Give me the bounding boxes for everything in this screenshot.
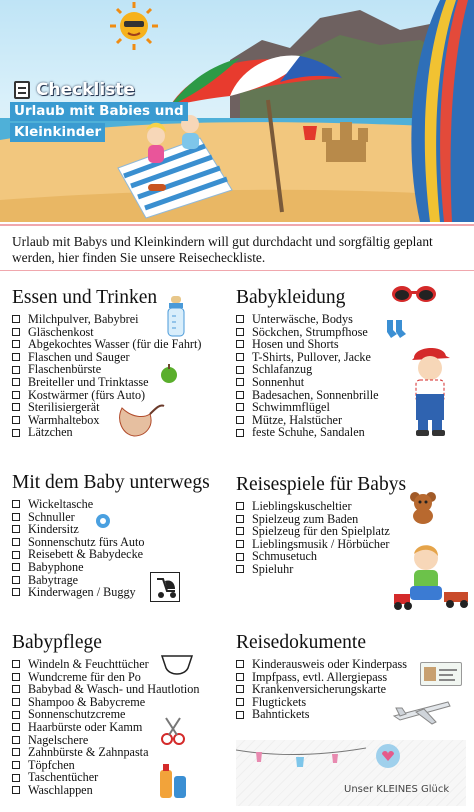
checklist-item-label: Schwimmflügel [252, 400, 330, 415]
child-playing-icon [386, 540, 472, 612]
section-title: Babykleidung [236, 287, 346, 308]
checkbox[interactable] [236, 540, 244, 548]
checkbox[interactable] [12, 353, 20, 361]
checklist [236, 658, 407, 721]
checklist-item-label: Shampoo & Babycreme [28, 694, 146, 709]
checkbox[interactable] [12, 551, 20, 559]
checklist-badge [14, 80, 135, 100]
stroller-icon [150, 572, 180, 602]
checklist-item[interactable] [236, 563, 406, 576]
checklist-item-label: Sonnenschutz fürs Auto [28, 534, 145, 549]
checklist-item-label: Lieblingsmusik / Hörbücher [252, 536, 390, 551]
checkbox[interactable] [236, 315, 244, 323]
checklist-item[interactable] [236, 525, 406, 538]
header-subtitle [10, 102, 188, 144]
checklist-item[interactable] [236, 401, 379, 414]
section-title: Mit dem Baby unterwegs [12, 472, 210, 493]
checklist-item-label: Töpfchen [28, 757, 75, 772]
checkbox[interactable] [12, 761, 20, 769]
checklist-item-label: Flaschenbürste [28, 362, 102, 377]
checkbox[interactable] [12, 660, 20, 668]
checkbox[interactable] [12, 748, 20, 756]
checkbox[interactable] [236, 391, 244, 399]
checklist-item-label: Kostwärmer (fürs Auto) [28, 387, 146, 402]
checklist-item[interactable] [12, 746, 199, 759]
checklist-item-label: Windeln & Feuchttücher [28, 657, 149, 671]
diaper-icon [160, 652, 194, 678]
checklist-item-label: Spielzeug zum Baden [252, 511, 359, 526]
checkbox[interactable] [236, 515, 244, 523]
checklist-item-label: Zahnbürste & Zahnpasta [28, 745, 149, 760]
section-mit-dem-baby-unterwegs [12, 472, 210, 599]
checklist-item[interactable] [236, 426, 379, 439]
divider-intro [0, 270, 474, 271]
checklist-item-label: Haarbürste oder Kamm [28, 719, 143, 734]
sun-icon [110, 2, 158, 50]
airplane-icon [392, 694, 452, 728]
checkbox[interactable] [236, 685, 244, 693]
checkbox[interactable] [12, 416, 20, 424]
checklist-item-label: Lieblingskuscheltier [252, 499, 352, 513]
checklist-item-label: Spielzeug für den Spielplatz [252, 524, 390, 539]
checklist-item-label: Mütze, Halstücher [252, 412, 343, 427]
checklist-item-label: Krankenversicherungskarte [252, 682, 387, 697]
checklist-item[interactable] [12, 498, 210, 511]
checkbox[interactable] [236, 429, 244, 437]
checklist-item-label: Breiteller und Trinktasse [28, 374, 149, 389]
checklist-item-label: Babybad & Wasch- und Hautlotion [28, 682, 200, 697]
checkbox[interactable] [12, 563, 20, 571]
checkbox[interactable] [236, 502, 244, 510]
checklist-item-label: Sonnenhut [252, 374, 305, 389]
checklist-icon [14, 81, 30, 99]
checkbox[interactable] [236, 366, 244, 374]
checklist-item-label: Reisebett & Babydecke [28, 547, 144, 562]
baby-lotion-icon [158, 760, 188, 800]
checklist-item[interactable] [236, 376, 379, 389]
checklist-item-label: Abgekochtes Wasser (für die Fahrt) [28, 337, 202, 352]
checkbox[interactable] [236, 565, 244, 573]
section-reisedokumente [236, 632, 407, 721]
checkbox[interactable] [12, 403, 20, 411]
checkbox[interactable] [12, 538, 20, 546]
section-title: Reisespiele für Babys [236, 474, 407, 495]
checklist-item-label: Sonnenschutzcreme [28, 707, 126, 722]
section-babykleidung [236, 287, 379, 439]
teddy-bear-icon [408, 490, 438, 524]
apple-icon [158, 362, 180, 384]
checkbox[interactable] [12, 786, 20, 794]
checklist-item-label: Milchpulver, Babybrei [28, 312, 139, 326]
id-card-icon [420, 662, 462, 686]
checklist-item-label: Waschlappen [28, 782, 93, 797]
checklist-item-label: Flugtickets [252, 694, 307, 709]
checkbox[interactable] [12, 340, 20, 348]
checklist-item-label: Warmhaltebox [28, 412, 100, 427]
header-subtitle-line1: Urlaub mit Babies und [10, 102, 188, 121]
checklist-item-label: Kinderausweis oder Kinderpass [252, 657, 408, 671]
section-title: Essen und Trinken [12, 287, 158, 308]
checkbox[interactable] [12, 685, 20, 693]
checkbox[interactable] [12, 378, 20, 386]
checkbox[interactable] [12, 391, 20, 399]
checkbox[interactable] [12, 774, 20, 782]
checklist-item-label: Schmusetuch [252, 549, 317, 564]
checklist-item-label: Sterilisiergerät [28, 400, 100, 415]
checkbox[interactable] [12, 525, 20, 533]
checklist-item-label: Hosen und Shorts [252, 337, 339, 352]
checkbox[interactable] [236, 711, 244, 719]
checklist-item-label: Kindersitz [28, 522, 79, 537]
checkbox[interactable] [236, 340, 244, 348]
checkbox[interactable] [12, 576, 20, 584]
checklist-item-label: Kinderwagen / Buggy [28, 585, 136, 600]
checklist-item-label: feste Schuhe, Sandalen [252, 425, 365, 440]
checklist-item-label: Gläschenkost [28, 324, 94, 339]
checkbox[interactable] [236, 328, 244, 336]
checkbox[interactable] [236, 698, 244, 706]
checkbox[interactable] [236, 527, 244, 535]
checklist-item-label: Bahntickets [252, 707, 310, 722]
logo-text: Unser KLEINES Glück [344, 784, 450, 795]
checklist-item-label: Nagelschere [28, 732, 89, 747]
checklist-item-label: Babytrage [28, 572, 79, 587]
checkbox[interactable] [236, 378, 244, 386]
checklist [236, 313, 379, 439]
checkbox[interactable] [12, 673, 20, 681]
badge-title: Checkliste [36, 80, 135, 100]
checklist-item[interactable] [12, 401, 201, 414]
checkbox[interactable] [236, 403, 244, 411]
sunglasses-icon [390, 282, 438, 306]
logo-area [236, 740, 466, 806]
checklist-item[interactable] [236, 708, 407, 721]
intro-text: Urlaub mit Babys und Kleinkindern will gut durchdacht und sorgfältig geplant werden, hier finden Sie unsere Reisecheckliste. [12, 234, 433, 265]
checklist-item-label: Wickeltasche [28, 497, 94, 511]
checklist-item-label: Badesachen, Sonnenbrille [252, 387, 379, 402]
checklist-item[interactable] [12, 426, 201, 439]
checklist-item-label: Babyphone [28, 559, 84, 574]
checklist-item[interactable] [12, 586, 210, 599]
section-title: Reisedokumente [236, 632, 366, 653]
header-illustration [0, 0, 474, 222]
checkbox[interactable] [236, 553, 244, 561]
checklist-item-label: Flaschen und Sauger [28, 349, 130, 364]
checklist-item-label: Taschentücher [28, 770, 99, 785]
checkbox[interactable] [12, 366, 20, 374]
section-reisespiele [236, 474, 406, 576]
checklist-item-label: Wundcreme für den Po [28, 669, 141, 684]
section-title: Babypflege [12, 632, 102, 653]
divider-top [0, 224, 474, 226]
baby-bottle-icon [164, 296, 190, 338]
checkbox[interactable] [236, 353, 244, 361]
checkbox[interactable] [236, 673, 244, 681]
checklist-item[interactable] [12, 683, 199, 696]
checkbox[interactable] [12, 500, 20, 508]
checkbox[interactable] [12, 711, 20, 719]
checklist-item-label: Schnuller [28, 509, 75, 524]
checklist-item[interactable] [12, 561, 210, 574]
checklist-item-label: T-Shirts, Pullover, Jacke [252, 349, 371, 364]
checklist-item[interactable] [236, 500, 406, 513]
checkbox[interactable] [12, 588, 20, 596]
checklist-item-label: Söckchen, Strumpfhose [252, 324, 368, 339]
boy-icon [404, 344, 456, 438]
checklist-item[interactable] [236, 313, 379, 326]
checkbox[interactable] [12, 328, 20, 336]
checkbox[interactable] [12, 429, 20, 437]
checkbox[interactable] [12, 315, 20, 323]
checklist-item[interactable] [236, 338, 379, 351]
checklist-item-label: Schlafanzug [252, 362, 313, 377]
bib-icon [114, 398, 166, 438]
checklist-item[interactable] [236, 658, 407, 671]
checklist-item[interactable] [236, 683, 407, 696]
checkbox[interactable] [236, 416, 244, 424]
checkbox[interactable] [12, 736, 20, 744]
checkbox[interactable] [12, 698, 20, 706]
checklist-item[interactable] [12, 338, 201, 351]
checkbox[interactable] [12, 723, 20, 731]
scissors-icon [160, 716, 186, 746]
checkbox[interactable] [12, 513, 20, 521]
checklist [236, 500, 406, 576]
header-subtitle-line2: Kleinkinder [10, 123, 105, 142]
checkbox[interactable] [236, 660, 244, 668]
pacifier-icon [92, 512, 114, 530]
socks-icon [384, 318, 408, 340]
checklist-item-label: Lätzchen [28, 425, 73, 440]
checklist-item-label: Unterwäsche, Bodys [252, 312, 353, 326]
checklist-item-label: Spieluhr [252, 561, 294, 576]
checklist-item-label: Impfpass, evtl. Allergiepass [252, 669, 388, 684]
